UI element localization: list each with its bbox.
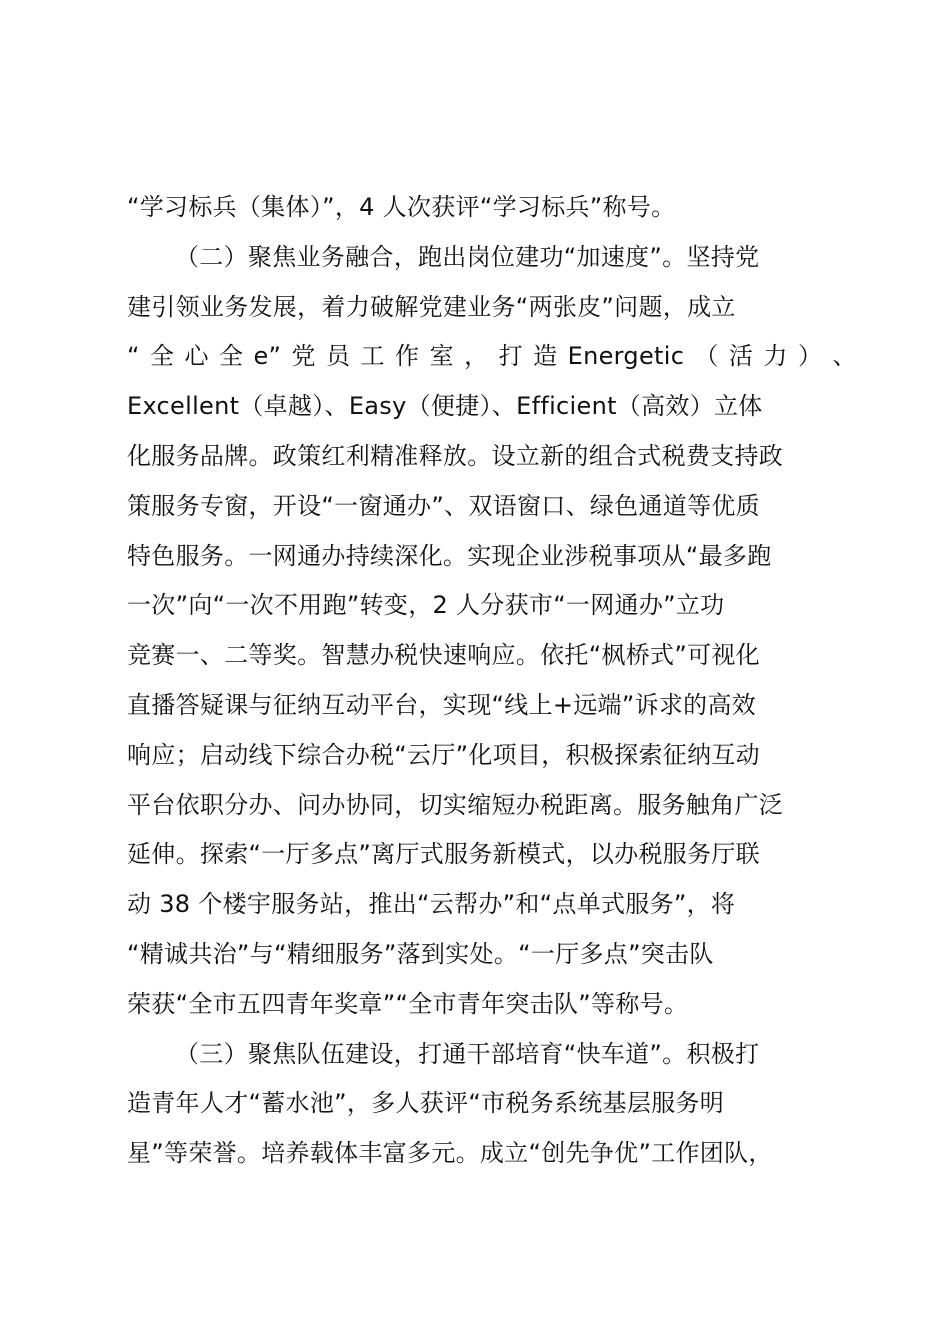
text-line: 竞赛一、二等奖。智慧办税快速响应。依托“枫桥式”可视化: [127, 641, 760, 670]
spread-char: Energetic: [567, 342, 685, 371]
text-line: 动 38 个楼宇服务站，推出“云帮办”和“点单式服务”，将: [127, 890, 736, 919]
body-text: [127, 183, 857, 1179]
spread-char: （: [694, 342, 719, 371]
spread-char: 全: [218, 342, 244, 371]
spread-char: 心: [184, 342, 209, 371]
spread-char: “: [127, 342, 140, 371]
spread-char: 全: [149, 342, 175, 371]
text-line: 星”等荣誉。培养载体丰富多元。成立“创先争优”工作团队，: [127, 1139, 773, 1168]
text-line: 建引领业务发展，着力破解党建业务“两张皮”问题，成立: [127, 292, 736, 321]
spread-char: 工: [360, 342, 385, 371]
spread-char: 造: [533, 342, 558, 371]
spread-char: 打: [498, 342, 523, 371]
text-line: 一次”向“一次不用跑”转变，2 人分获市“一网通办”立功: [127, 591, 725, 620]
spread-char: e”: [253, 342, 282, 371]
section-heading-line: （二）聚焦业务融合，跑出岗位建功“加速度”。坚持党: [175, 242, 760, 271]
text-line: 平台依职分办、问办协同，切实缩短办税距离。服务触角广泛: [127, 790, 784, 819]
spread-char: 活: [728, 342, 754, 371]
spread-char: 室: [429, 342, 454, 371]
text-line: 荣获“全市五四青年奖章”“全市青年突击队”等称号。: [127, 989, 689, 1018]
spread-char: 党: [291, 342, 316, 371]
spread-char: 力: [763, 342, 788, 371]
spread-char: 员: [326, 342, 351, 371]
section-heading-line: （三）聚焦队伍建设，打通干部培育“快车道”。积极打: [175, 1039, 760, 1068]
spread-char: ，: [464, 342, 489, 371]
spread-char: ）: [797, 342, 823, 371]
text-line: 策服务专窗，开设“一窗通办”、双语窗口、绿色通道等优质: [127, 491, 760, 520]
text-line: “精诚共治”与“精细服务”落到实处。“一厅多点”突击队: [127, 939, 714, 968]
text-line: 造青年人才“蓄水池”，多人获评“市税务系统基层服务明: [127, 1089, 725, 1118]
text-line: 特色服务。一网通办持续深化。实现企业涉税事项从“最多跑: [127, 541, 772, 570]
text-line: 延伸。探索“一厅多点”离厅式服务新模式，以办税服务厅联: [127, 840, 760, 869]
text-line: “学习标兵（集体）”，4 人次获评“学习标兵”称号。: [127, 193, 676, 221]
text-line-spread: [127, 332, 857, 382]
text-line: 直播答疑课与征纳互动平台，实现“线上+远端”诉求的高效: [127, 690, 757, 719]
spread-char: 作: [395, 342, 420, 371]
text-line: Excellent（卓越）、Easy（便捷）、Efficient（高效）立体: [127, 392, 763, 421]
text-line: 化服务品牌。政策红利精准释放。设立新的组合式税费支持政: [127, 441, 784, 470]
spread-char: 、: [832, 342, 857, 371]
text-line: 响应；启动线下综合办税“云厅”化项目，积极探索征纳互动: [127, 740, 760, 769]
